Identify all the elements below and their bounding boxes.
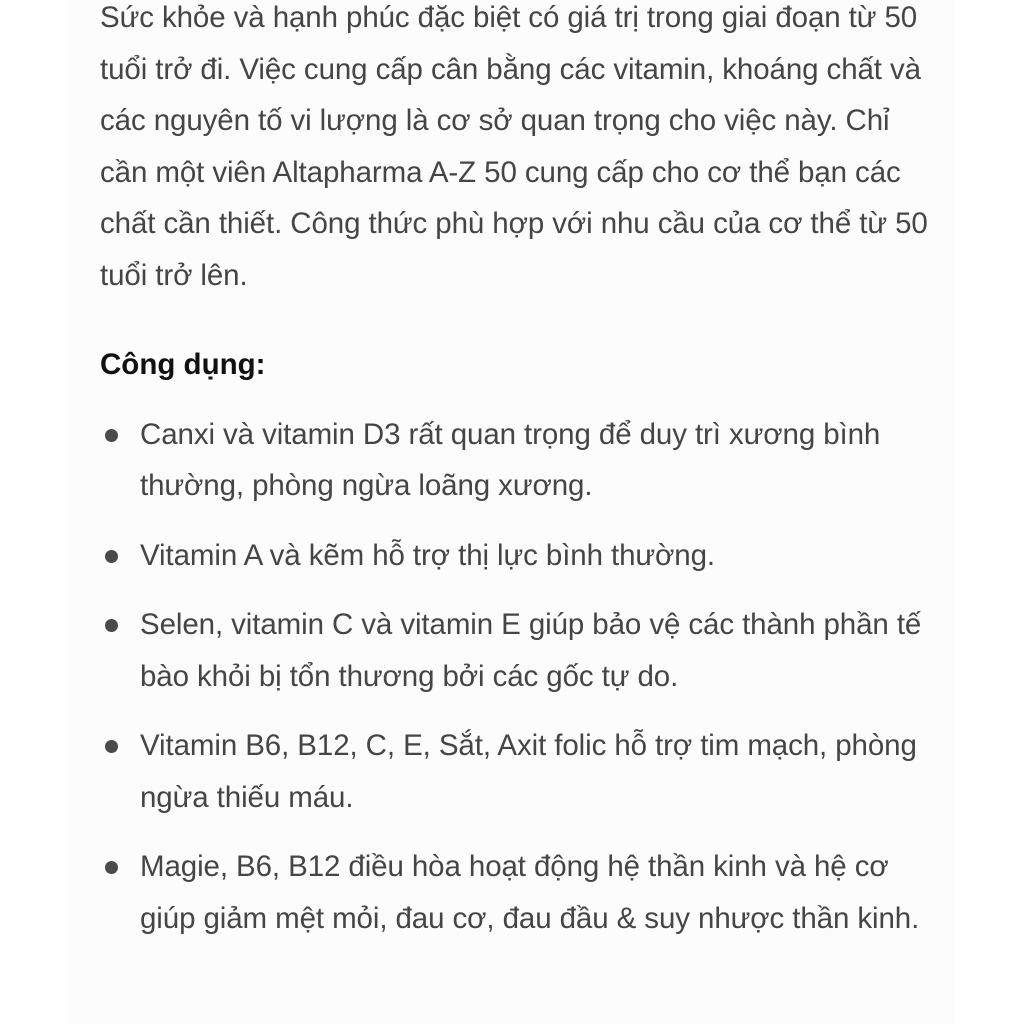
list-item-text: Canxi và vitamin D3 rất quan trọng để duy trì xương bình thường, phòng ngừa loãng xương. (140, 417, 881, 502)
uses-heading: Công dụng: (100, 348, 266, 381)
bullet-icon (105, 861, 118, 874)
bullet-icon (105, 740, 118, 753)
product-description (100, 0, 930, 962)
bullet-icon (105, 550, 118, 563)
list-item-text: Vitamin B6, B12, C, E, Sắt, Axit folic hỗ trợ tim mạch, phòng ngừa thiếu máu. (140, 729, 917, 814)
list-item (100, 599, 930, 702)
bullet-icon (105, 429, 118, 442)
bullet-icon (105, 619, 118, 632)
list-item-text: Vitamin A và kẽm hỗ trợ thị lực bình thường. (140, 538, 716, 572)
list-item (100, 530, 930, 582)
list-item (100, 841, 930, 944)
intro-paragraph: Sức khỏe và hạnh phúc đặc biệt có giá trị trong giai đoạn từ 50 tuổi trở đi. Việc cung cấp cân bằng các vitamin, khoáng chất và các nguyên tố vi lượng là cơ sở quan trọng cho việc này. Chỉ cần một viên Altapharma A-Z 50 cung cấp cho cơ thể bạn các chất cần thiết. Công thức phù hợp với nhu cầu của cơ thể từ 50 tuổi trở lên. (100, 1, 928, 292)
list-item-text: Magie, B6, B12 điều hòa hoạt động hệ thần kinh và hệ cơ giúp giảm mệt mỏi, đau cơ, đau đầu & suy nhược thần kinh. (140, 850, 920, 935)
list-item-text: Selen, vitamin C và vitamin E giúp bảo vệ các thành phần tế bào khỏi bị tổn thương bởi các gốc tự do. (140, 608, 922, 693)
list-item (100, 720, 930, 823)
list-item (100, 409, 930, 512)
uses-list (100, 409, 930, 945)
